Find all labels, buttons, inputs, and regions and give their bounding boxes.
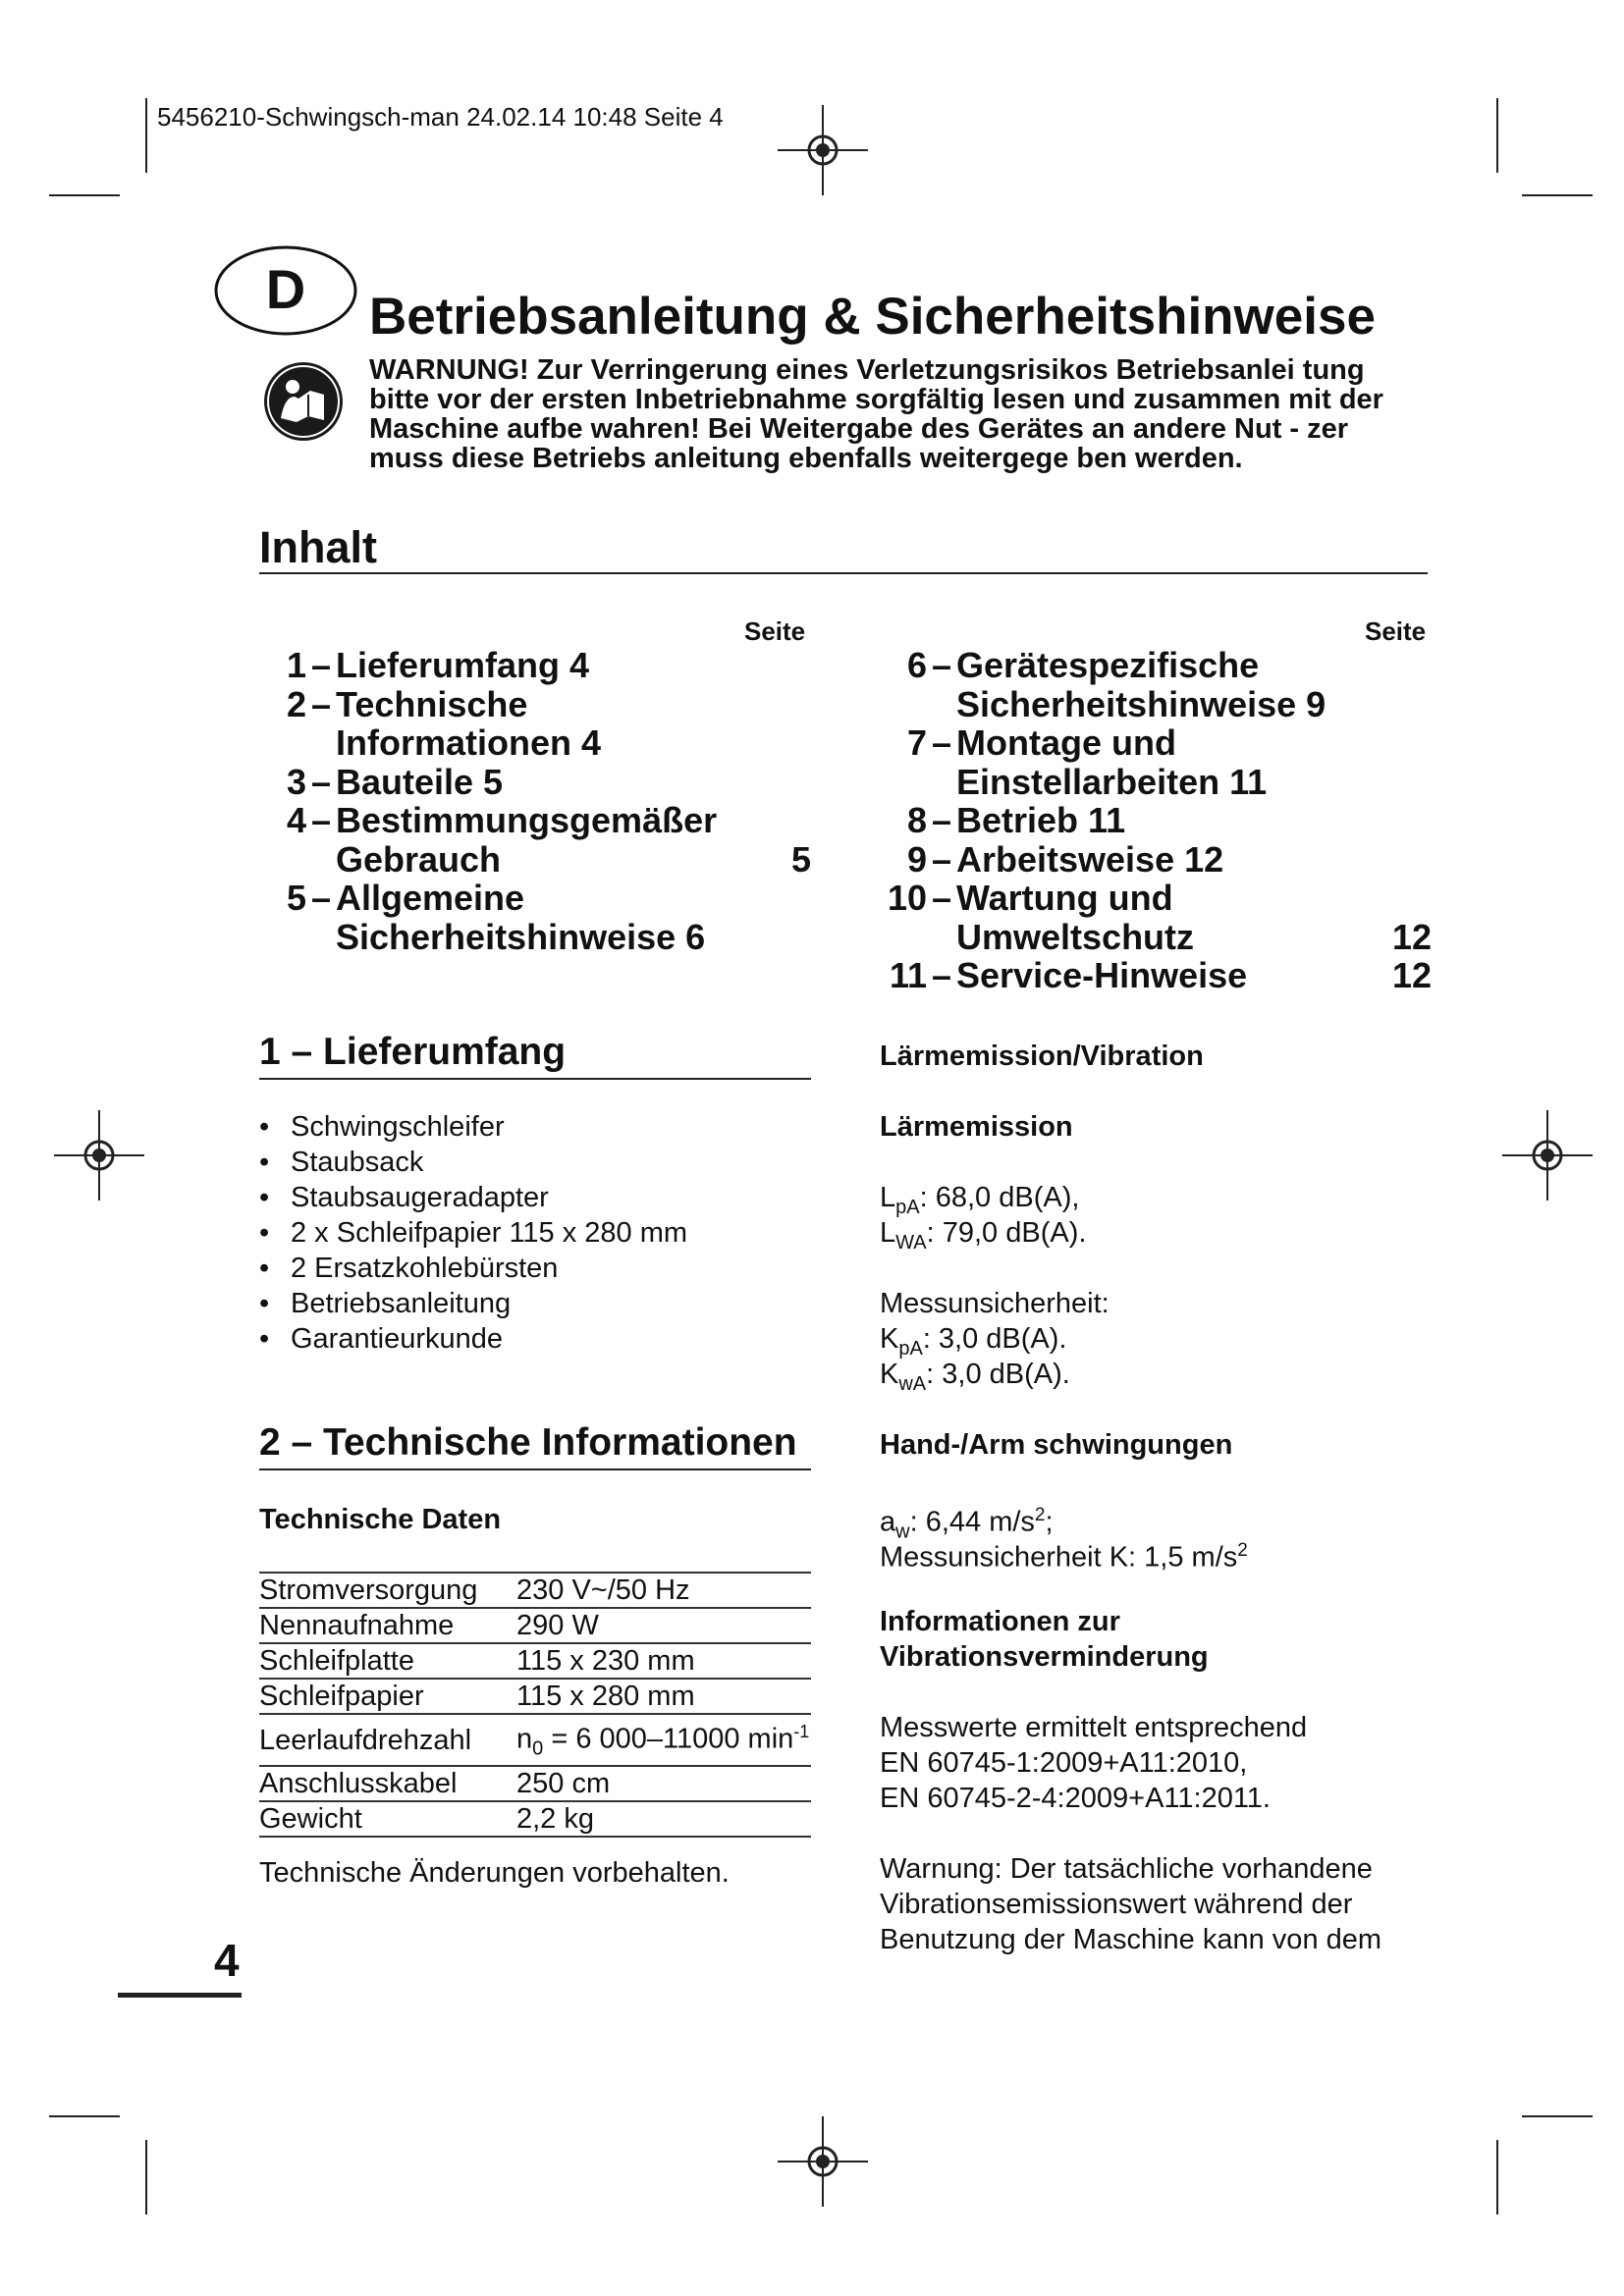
divider bbox=[259, 1078, 811, 1080]
toc-entry: 10 – Wartung und bbox=[887, 878, 1173, 918]
sub-heading: Lärmemission bbox=[880, 1111, 1073, 1143]
language-badge-letter: D bbox=[265, 258, 306, 320]
list-item: • Betriebsanleitung bbox=[259, 1286, 811, 1321]
registration-mark-icon bbox=[778, 105, 868, 195]
sub-heading: Vibrationsverminderung bbox=[880, 1641, 1209, 1673]
toc-entry: Einstellarbeiten 11 bbox=[956, 761, 1268, 802]
page-number-rule bbox=[118, 1993, 242, 1998]
registration-mark-icon bbox=[1502, 1110, 1593, 1201]
toc-page-label: Seite bbox=[744, 616, 806, 646]
body-text: EN 60745-1:2009+A11:2010, bbox=[880, 1747, 1248, 1779]
toc-entry: 5 – Allgemeine bbox=[286, 878, 525, 918]
toc-entry: 2 – Technische bbox=[286, 683, 528, 724]
list-item: • Schwingschleifer bbox=[259, 1109, 811, 1145]
delivery-list bbox=[259, 1109, 811, 1357]
toc-entry: 9 – Arbeitsweise 12 bbox=[906, 838, 1224, 880]
toc-entry: 7 – Montage und bbox=[906, 722, 1176, 763]
crop-mark bbox=[145, 2140, 147, 2215]
toc-entry: 4 – Bestimmungsgemäßer bbox=[286, 800, 718, 840]
body-text: Benutzung der Maschine kann von dem bbox=[880, 1924, 1382, 1955]
spec-table bbox=[259, 1572, 811, 1838]
uncertainty-k: Messunsicherheit K: 1,5 $m/s^2$ bbox=[880, 1540, 1248, 1574]
toc-entry: Informationen 4 bbox=[336, 722, 602, 763]
table-row: Schleifplatte 115 x 230 mm bbox=[259, 1643, 811, 1679]
measurement-kpa: $K_{pA}$: 3,0 dB(A). bbox=[880, 1323, 1067, 1360]
toc-entry: 6 – Gerätespezifische bbox=[906, 645, 1260, 685]
registration-mark-icon bbox=[54, 1110, 144, 1201]
list-item: • Staubsack bbox=[259, 1145, 811, 1180]
measurement-kwa: $K_{wA}$: 3,0 dB(A). bbox=[880, 1359, 1070, 1395]
page-number: 4 bbox=[214, 1935, 240, 1986]
read-manual-icon bbox=[263, 361, 344, 442]
crop-mark bbox=[49, 194, 120, 196]
toc-heading: Inhalt bbox=[259, 522, 377, 572]
measurement-lpa: $L_{pA}$: 68,0 dB(A), bbox=[880, 1182, 1080, 1218]
sub-heading: Lärmemission/Vibration bbox=[880, 1041, 1204, 1072]
crop-mark bbox=[145, 98, 147, 173]
divider bbox=[259, 572, 1428, 574]
warning-text: WARNUNG! Zur Verringerung eines Verletzungsrisikos Betriebsanlei tung bitte vor der ersten Inbetriebnahme sorgfältig lesen und zusammen mit der Maschine aufbe wahren! Bei Weitergabe des Gerätes an andere Nut - zer muss diese Betriebs anleitung ebenfalls weitergege ben werden. bbox=[369, 354, 1383, 474]
divider bbox=[259, 1468, 811, 1470]
toc-entry: 8 – Betrieb 11 bbox=[906, 800, 1126, 840]
toc-entry: Sicherheitshinweise 9 bbox=[956, 683, 1326, 724]
page-title: Betriebsanleitung & Sicherheitshinweise bbox=[369, 288, 1376, 346]
toc-right-column bbox=[864, 646, 1432, 995]
language-badge bbox=[214, 245, 357, 336]
body-text: Messwerte ermittelt entsprechend bbox=[880, 1712, 1308, 1743]
toc-entry: Umweltschutz 12 bbox=[956, 916, 1432, 957]
table-row: Gewicht 2,2 kg bbox=[259, 1801, 811, 1837]
print-slug: 5456210-Schwingsch-man 24.02.14 10:48 Seite 4 bbox=[157, 102, 724, 132]
list-item: • 2 x Schleifpapier 115 x 280 mm bbox=[259, 1215, 811, 1251]
toc-entry: 11 – Service-Hinweise 12 bbox=[889, 955, 1432, 995]
section-heading: 1 – Lieferumfang bbox=[259, 1031, 567, 1073]
crop-mark bbox=[1522, 2115, 1593, 2117]
body-text: EN 60745-2-4:2009+A11:2011. bbox=[880, 1783, 1271, 1814]
crop-mark bbox=[1496, 98, 1498, 173]
sub-heading: Hand-/Arm schwingungen bbox=[880, 1429, 1233, 1461]
registration-mark-icon bbox=[778, 2116, 868, 2207]
body-text: Vibrationsemissionswert während der bbox=[880, 1889, 1353, 1920]
measurement-aw: $a_w$: 6,44 $m/s^2$; bbox=[880, 1505, 1054, 1543]
table-row: Leerlaufdrehzahl $n_0 = 6$ 000–11000 $\min^{-1}$ bbox=[259, 1714, 811, 1766]
crop-mark bbox=[1496, 2140, 1498, 2215]
crop-mark bbox=[49, 2115, 120, 2117]
note-text: Technische Änderungen vorbehalten. bbox=[259, 1857, 730, 1889]
sub-heading: Technische Daten bbox=[259, 1504, 502, 1535]
toc-entry: 3 – Bauteile 5 bbox=[286, 761, 504, 802]
toc-page-label: Seite bbox=[1365, 616, 1427, 646]
toc-entry: 1 – Lieferumfang 4 bbox=[286, 645, 590, 685]
measurement-lwa: $L_{WA}$: 79,0 dB(A). bbox=[880, 1217, 1087, 1254]
uncertainty-label: Messunsicherheit: bbox=[880, 1288, 1110, 1319]
table-row: Nennaufnahme 290 W bbox=[259, 1608, 811, 1643]
body-text: Warnung: Der tatsächliche vorhandene bbox=[880, 1853, 1373, 1885]
toc-entry: Gebrauch 5 bbox=[336, 838, 811, 880]
table-row: Schleifpapier 115 x 280 mm bbox=[259, 1679, 811, 1714]
toc-left-column bbox=[244, 646, 811, 956]
list-item: • 2 Ersatzkohlebürsten bbox=[259, 1251, 811, 1286]
toc-entry: Sicherheitshinweise 6 bbox=[336, 916, 706, 957]
sub-heading: Informationen zur bbox=[880, 1606, 1120, 1637]
crop-mark bbox=[1522, 194, 1593, 196]
list-item: • Staubsaugeradapter bbox=[259, 1180, 811, 1215]
list-item: • Garantieurkunde bbox=[259, 1321, 811, 1357]
table-row: Anschlusskabel 250 cm bbox=[259, 1766, 811, 1801]
table-row: Stromversorgung 230 V~/50 Hz bbox=[259, 1573, 811, 1608]
section-heading: 2 – Technische Informationen bbox=[259, 1421, 797, 1464]
